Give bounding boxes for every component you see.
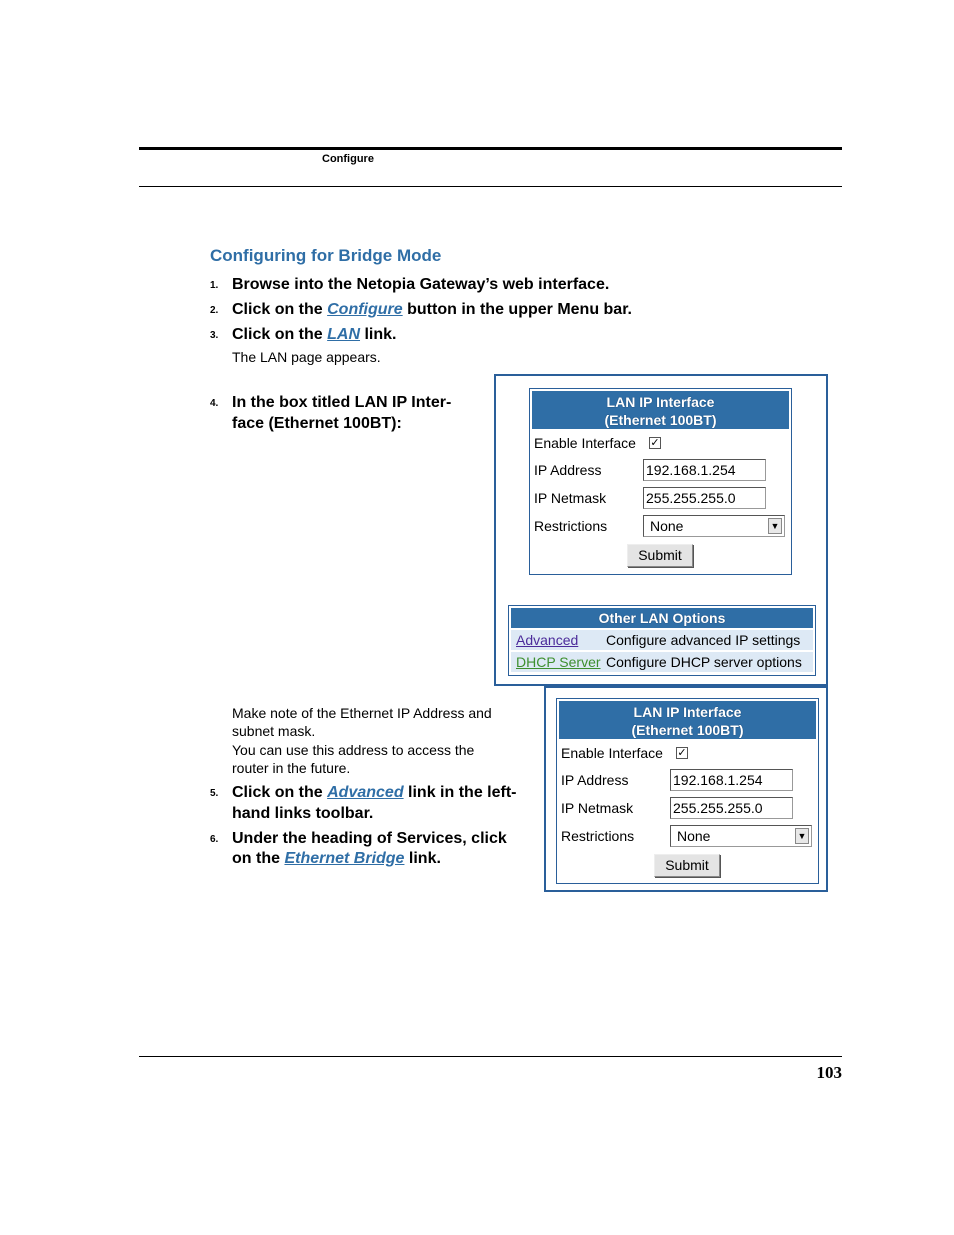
enable-interface-checkbox-2[interactable] (676, 747, 688, 759)
ip-address-label-2: IP Address (561, 772, 629, 788)
advanced-options-link[interactable]: Advanced (516, 632, 579, 648)
step-6-line-1: Under the heading of Services, click (232, 830, 507, 847)
step-5-post: link in the left- (403, 784, 517, 801)
panel-2-title-line-2: (Ethernet 100BT) (631, 722, 744, 738)
step-5-line-1 (232, 782, 516, 803)
ip-address-input[interactable]: 192.168.1.254 (643, 459, 766, 481)
note-line-3: You can use this address to access the (232, 742, 475, 758)
note-line-4: router in the future. (232, 760, 351, 776)
ethernet-bridge-link[interactable]: Ethernet Bridge (284, 850, 405, 867)
step-3-pre: Click on the (232, 326, 328, 343)
lan-ip-interface-header (532, 391, 789, 429)
page-number: 103 (816, 1063, 842, 1082)
step-6-post: link. (404, 850, 441, 867)
ip-address-label: IP Address (534, 462, 602, 478)
enable-interface-checkbox[interactable] (649, 437, 661, 449)
step-6-line-2 (232, 848, 441, 869)
dhcp-server-link[interactable]: DHCP Server (516, 654, 601, 670)
options-row-advanced (511, 630, 813, 650)
step-3-note: The LAN page appears. (232, 349, 381, 365)
enable-interface-label-2: Enable Interface (561, 745, 663, 761)
options-row-dhcp (511, 652, 813, 672)
ip-netmask-label: IP Netmask (534, 490, 607, 506)
screenshot-lan-page (494, 374, 828, 686)
enable-interface-label: Enable Interface (534, 435, 636, 451)
step-2-text (232, 299, 632, 320)
panel-title-line-1: LAN IP Interface (606, 394, 715, 410)
header-bottom-rule (139, 186, 842, 187)
advanced-options-description: Configure advanced IP settings (606, 632, 801, 648)
step-2-pre: Click on the (232, 301, 328, 318)
chevron-down-icon[interactable]: ▼ (795, 828, 809, 844)
step-3-text (232, 324, 396, 345)
submit-button[interactable]: Submit (627, 544, 693, 567)
other-lan-options-panel (508, 605, 816, 676)
step-5-line-2: hand links toolbar. (232, 805, 374, 822)
ip-netmask-input-2[interactable]: 255.255.255.0 (670, 797, 793, 819)
restrictions-label: Restrictions (534, 518, 608, 534)
configure-link[interactable]: Configure (327, 301, 403, 318)
lan-link[interactable]: LAN (327, 326, 361, 343)
section-title: Configuring for Bridge Mode (210, 246, 442, 265)
advanced-link[interactable]: Advanced (327, 784, 404, 801)
step-1-number: 1. (210, 280, 219, 291)
footer-rule (139, 1056, 842, 1057)
step-6-pre: on the (232, 850, 285, 867)
step-6-number: 6. (210, 834, 219, 845)
other-lan-options-header: Other LAN Options (511, 608, 813, 628)
step-1-text: Browse into the Netopia Gateway’s web interface. (232, 276, 610, 293)
step-4-line-1: In the box titled LAN IP Inter- (232, 394, 452, 411)
restrictions-select[interactable] (643, 515, 785, 537)
step-5-pre: Click on the (232, 784, 328, 801)
submit-button-2[interactable]: Submit (654, 854, 720, 877)
screenshot-lan-ip-interface (544, 686, 828, 892)
step-2-number: 2. (210, 305, 219, 316)
lan-ip-interface-panel (529, 388, 792, 575)
ip-netmask-input[interactable]: 255.255.255.0 (643, 487, 766, 509)
ip-address-input-2[interactable]: 192.168.1.254 (670, 769, 793, 791)
step-2-post: button in the upper Menu bar. (402, 301, 632, 318)
panel-2-title-line-1: LAN IP Interface (633, 704, 742, 720)
restrictions-select-2[interactable] (670, 825, 812, 847)
chevron-down-icon[interactable]: ▼ (768, 518, 782, 534)
step-4-line-2: face (Ethernet 100BT): (232, 415, 402, 432)
check-icon: ✓ (677, 747, 687, 759)
note-line-1: Make note of the Ethernet IP Address and (232, 705, 492, 721)
dhcp-server-description: Configure DHCP server options (606, 654, 802, 670)
restrictions-selected-value: None (650, 518, 684, 534)
note-line-2: subnet mask. (232, 723, 316, 739)
lan-ip-interface-header-2 (559, 701, 816, 739)
panel-title-line-2: (Ethernet 100BT) (604, 412, 717, 428)
lan-ip-interface-panel-2 (556, 698, 819, 884)
step-5-number: 5. (210, 788, 219, 799)
step-4-number: 4. (210, 398, 219, 409)
header-top-rule (139, 147, 842, 150)
step-3-number: 3. (210, 330, 219, 341)
restrictions-selected-value-2: None (677, 828, 711, 844)
ip-netmask-label-2: IP Netmask (561, 800, 634, 816)
check-icon: ✓ (650, 437, 660, 449)
step-3-post: link. (360, 326, 397, 343)
restrictions-label-2: Restrictions (561, 828, 635, 844)
running-header-section: Configure (322, 153, 374, 165)
